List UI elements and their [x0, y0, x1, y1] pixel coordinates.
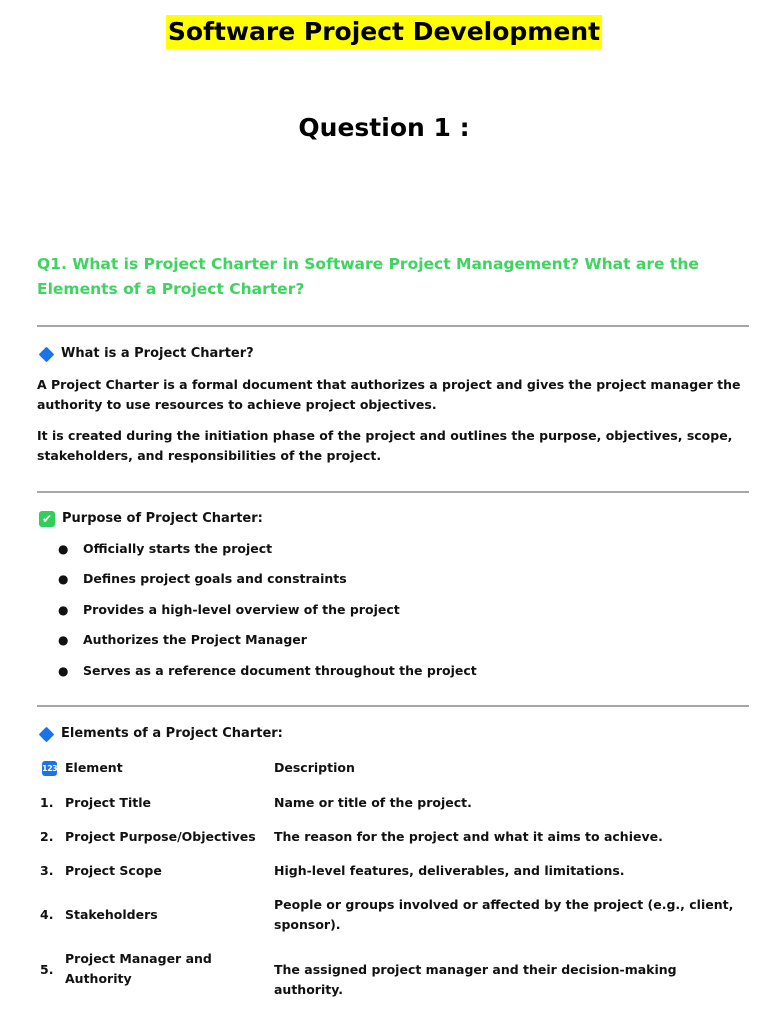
document-title: Software Project Development [166, 15, 602, 49]
column-header-description: Description [274, 760, 355, 775]
row-number: 4. [40, 907, 54, 922]
row-description: People or groups involved or affected by the project (e.g., client, sponsor). [274, 897, 734, 932]
section-heading-label: Elements of a Project Charter: [61, 726, 283, 741]
list-item: ● Authorizes the Project Manager [58, 632, 307, 647]
row-element: Project Purpose/Objectives [65, 829, 256, 844]
divider [37, 705, 749, 707]
list-item: ● Defines project goals and constraints [58, 571, 347, 586]
row-number: 5. [40, 962, 54, 977]
row-element: Stakeholders [65, 907, 158, 922]
column-header-element: Element [65, 760, 123, 775]
row-element: Project Scope [65, 863, 162, 878]
row-element: Project Manager and Authority [65, 951, 212, 986]
section-heading-label: What is a Project Charter? [61, 346, 254, 361]
green-check-icon: ✔ [39, 511, 55, 527]
bullet-icon: ● [58, 664, 69, 678]
blue-diamond-icon [39, 346, 55, 362]
section-heading-label: Purpose of Project Charter: [62, 511, 263, 526]
divider [37, 325, 749, 327]
question-heading: Question 1 : [298, 113, 470, 142]
list-item: ● Officially starts the project [58, 541, 273, 556]
row-number: 3. [40, 863, 54, 878]
paragraph-initiation: It is created during the initiation phase of the project and outlines the purpose, objectives, scope, stakeholders, and responsibilities of the project. [37, 428, 733, 463]
row-number: 1. [40, 795, 54, 810]
row-description: The reason for the project and what it aims to achieve. [274, 829, 663, 844]
list-item: ● Provides a high-level overview of the project [58, 602, 400, 617]
section-heading-purpose [37, 510, 263, 528]
bullet-icon: ● [58, 603, 69, 617]
section-heading-elements [37, 725, 283, 743]
blue-diamond-icon [39, 726, 55, 742]
row-number: 2. [40, 829, 54, 844]
row-description: High-level features, deliverables, and limitations. [274, 863, 625, 878]
bullet-icon: ● [58, 542, 69, 556]
list-item: ● Serves as a reference document throughout the project [58, 663, 477, 678]
row-description: The assigned project manager and their decision-making authority. [274, 962, 677, 997]
row-element: Project Title [65, 795, 151, 810]
numbers-icon: 1234 [42, 761, 57, 776]
bullet-icon: ● [58, 572, 69, 586]
row-description: Name or title of the project. [274, 795, 472, 810]
paragraph-definition: A Project Charter is a formal document that authorizes a project and gives the project manager the authority to use resources to achieve project objectives. [37, 377, 741, 412]
bullet-icon: ● [58, 633, 69, 647]
section-heading-what [37, 345, 254, 363]
question-text: Q1. What is Project Charter in Software Project Management? What are the Elements of a Project Charter? [37, 255, 699, 298]
divider [37, 491, 749, 493]
